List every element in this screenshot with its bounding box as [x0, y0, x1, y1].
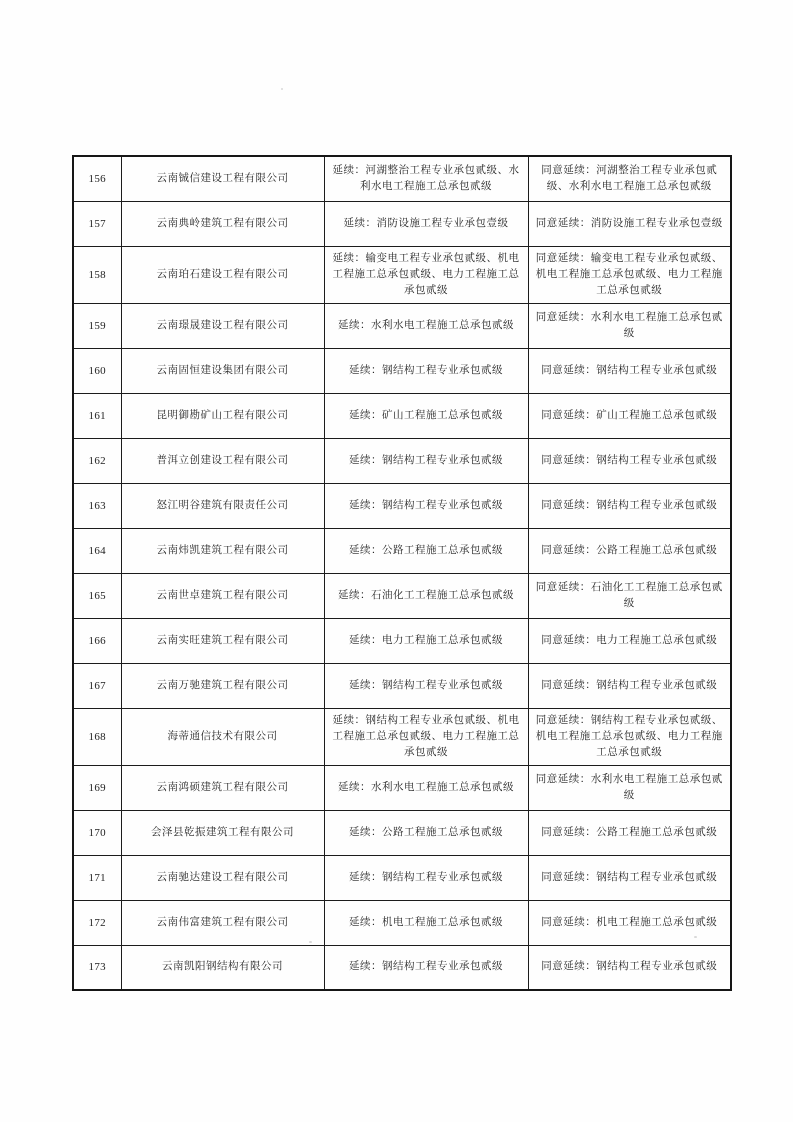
- approval-result-cell: 同意延续：石油化工工程施工总承包贰级: [528, 573, 731, 618]
- application-content-cell: 延续：石油化工工程施工总承包贰级: [324, 573, 528, 618]
- approval-result-cell: 同意延续：矿山工程施工总承包贰级: [528, 393, 731, 438]
- application-content-cell: 延续：河湖整治工程专业承包贰级、水利水电工程施工总承包贰级: [324, 156, 528, 201]
- row-number-cell: 172: [73, 900, 121, 945]
- application-content-cell: 延续：输变电工程专业承包贰级、机电工程施工总承包贰级、电力工程施工总承包贰级: [324, 246, 528, 303]
- row-number-cell: 165: [73, 573, 121, 618]
- table-row: [73, 765, 731, 810]
- row-number-cell: 157: [73, 201, 121, 246]
- company-name-cell: 云南典岭建筑工程有限公司: [121, 201, 324, 246]
- application-content-cell: 延续：公路工程施工总承包贰级: [324, 810, 528, 855]
- row-number-cell: 169: [73, 765, 121, 810]
- row-number-cell: 160: [73, 348, 121, 393]
- application-content-cell: 延续：矿山工程施工总承包贰级: [324, 393, 528, 438]
- approval-result-cell: 同意延续：公路工程施工总承包贰级: [528, 810, 731, 855]
- company-name-cell: 云南万驰建筑工程有限公司: [121, 663, 324, 708]
- approval-result-cell: 同意延续：河湖整治工程专业承包贰级、水利水电工程施工总承包贰级: [528, 156, 731, 201]
- application-content-cell: 延续：消防设施工程专业承包壹级: [324, 201, 528, 246]
- company-name-cell: 云南铖信建设工程有限公司: [121, 156, 324, 201]
- table-row: [73, 156, 731, 201]
- row-number-cell: 173: [73, 945, 121, 990]
- table-row: [73, 438, 731, 483]
- row-number-cell: 161: [73, 393, 121, 438]
- application-content-cell: 延续：公路工程施工总承包贰级: [324, 528, 528, 573]
- row-number-cell: 159: [73, 303, 121, 348]
- company-name-cell: 云南璟晟建设工程有限公司: [121, 303, 324, 348]
- approval-result-cell: 同意延续：电力工程施工总承包贰级: [528, 618, 731, 663]
- scan-speck: [309, 941, 312, 943]
- application-content-cell: 延续：钢结构工程专业承包贰级: [324, 438, 528, 483]
- row-number-cell: 164: [73, 528, 121, 573]
- table-row: [73, 708, 731, 765]
- approval-result-cell: 同意延续：钢结构工程专业承包贰级、机电工程施工总承包贰级、电力工程施工总承包贰级: [528, 708, 731, 765]
- table-row: [73, 900, 731, 945]
- company-name-cell: 会泽县乾振建筑工程有限公司: [121, 810, 324, 855]
- approval-result-cell: 同意延续：输变电工程专业承包贰级、机电工程施工总承包贰级、电力工程施工总承包贰级: [528, 246, 731, 303]
- company-name-cell: 云南凯阳钢结构有限公司: [121, 945, 324, 990]
- table-row: [73, 303, 731, 348]
- company-name-cell: 云南世卓建筑工程有限公司: [121, 573, 324, 618]
- company-name-cell: 云南驰达建设工程有限公司: [121, 855, 324, 900]
- approval-result-cell: 同意延续：钢结构工程专业承包贰级: [528, 855, 731, 900]
- table-row: [73, 618, 731, 663]
- application-content-cell: 延续：钢结构工程专业承包贰级: [324, 855, 528, 900]
- company-name-cell: 云南实旺建筑工程有限公司: [121, 618, 324, 663]
- application-content-cell: 延续：水利水电工程施工总承包贰级: [324, 303, 528, 348]
- application-content-cell: 延续：电力工程施工总承包贰级: [324, 618, 528, 663]
- row-number-cell: 171: [73, 855, 121, 900]
- application-content-cell: 延续：水利水电工程施工总承包贰级: [324, 765, 528, 810]
- approval-result-cell: 同意延续：机电工程施工总承包贰级: [528, 900, 731, 945]
- table-row: [73, 393, 731, 438]
- table-row: [73, 663, 731, 708]
- row-number-cell: 156: [73, 156, 121, 201]
- table-row: [73, 528, 731, 573]
- company-name-cell: 海蒂通信技术有限公司: [121, 708, 324, 765]
- approval-result-cell: 同意延续：公路工程施工总承包贰级: [528, 528, 731, 573]
- company-name-cell: 云南炜凯建筑工程有限公司: [121, 528, 324, 573]
- approval-result-cell: 同意延续：钢结构工程专业承包贰级: [528, 348, 731, 393]
- application-content-cell: 延续：钢结构工程专业承包贰级: [324, 348, 528, 393]
- table-row: [73, 246, 731, 303]
- application-content-cell: 延续：钢结构工程专业承包贰级: [324, 663, 528, 708]
- approval-result-cell: 同意延续：水利水电工程施工总承包贰级: [528, 765, 731, 810]
- company-name-cell: 普洱立创建设工程有限公司: [121, 438, 324, 483]
- table-row: [73, 573, 731, 618]
- row-number-cell: 168: [73, 708, 121, 765]
- row-number-cell: 167: [73, 663, 121, 708]
- row-number-cell: 163: [73, 483, 121, 528]
- scan-speck: [694, 936, 697, 938]
- table-row: [73, 855, 731, 900]
- row-number-cell: 166: [73, 618, 121, 663]
- approval-result-cell: 同意延续：钢结构工程专业承包贰级: [528, 438, 731, 483]
- application-content-cell: 延续：钢结构工程专业承包贰级: [324, 945, 528, 990]
- application-content-cell: 延续：机电工程施工总承包贰级: [324, 900, 528, 945]
- row-number-cell: 162: [73, 438, 121, 483]
- application-content-cell: 延续：钢结构工程专业承包贰级: [324, 483, 528, 528]
- company-name-cell: 怒江明谷建筑有限责任公司: [121, 483, 324, 528]
- company-name-cell: 云南珀石建设工程有限公司: [121, 246, 324, 303]
- company-name-cell: 云南伟富建筑工程有限公司: [121, 900, 324, 945]
- company-name-cell: 云南鸿硕建筑工程有限公司: [121, 765, 324, 810]
- table-row: [73, 201, 731, 246]
- table-row: [73, 348, 731, 393]
- qualification-approval-table: [72, 155, 732, 991]
- application-content-cell: 延续：钢结构工程专业承包贰级、机电工程施工总承包贰级、电力工程施工总承包贰级: [324, 708, 528, 765]
- company-name-cell: 云南固恒建设集团有限公司: [121, 348, 324, 393]
- table-row: [73, 810, 731, 855]
- company-name-cell: 昆明御勘矿山工程有限公司: [121, 393, 324, 438]
- row-number-cell: 158: [73, 246, 121, 303]
- scan-speck: [281, 88, 283, 90]
- table-row: [73, 945, 731, 990]
- approval-result-cell: 同意延续：水利水电工程施工总承包贰级: [528, 303, 731, 348]
- approval-result-cell: 同意延续：消防设施工程专业承包壹级: [528, 201, 731, 246]
- table-body: [73, 156, 731, 990]
- row-number-cell: 170: [73, 810, 121, 855]
- table-row: [73, 483, 731, 528]
- approval-result-cell: 同意延续：钢结构工程专业承包贰级: [528, 663, 731, 708]
- approval-result-cell: 同意延续：钢结构工程专业承包贰级: [528, 483, 731, 528]
- approval-result-cell: 同意延续：钢结构工程专业承包贰级: [528, 945, 731, 990]
